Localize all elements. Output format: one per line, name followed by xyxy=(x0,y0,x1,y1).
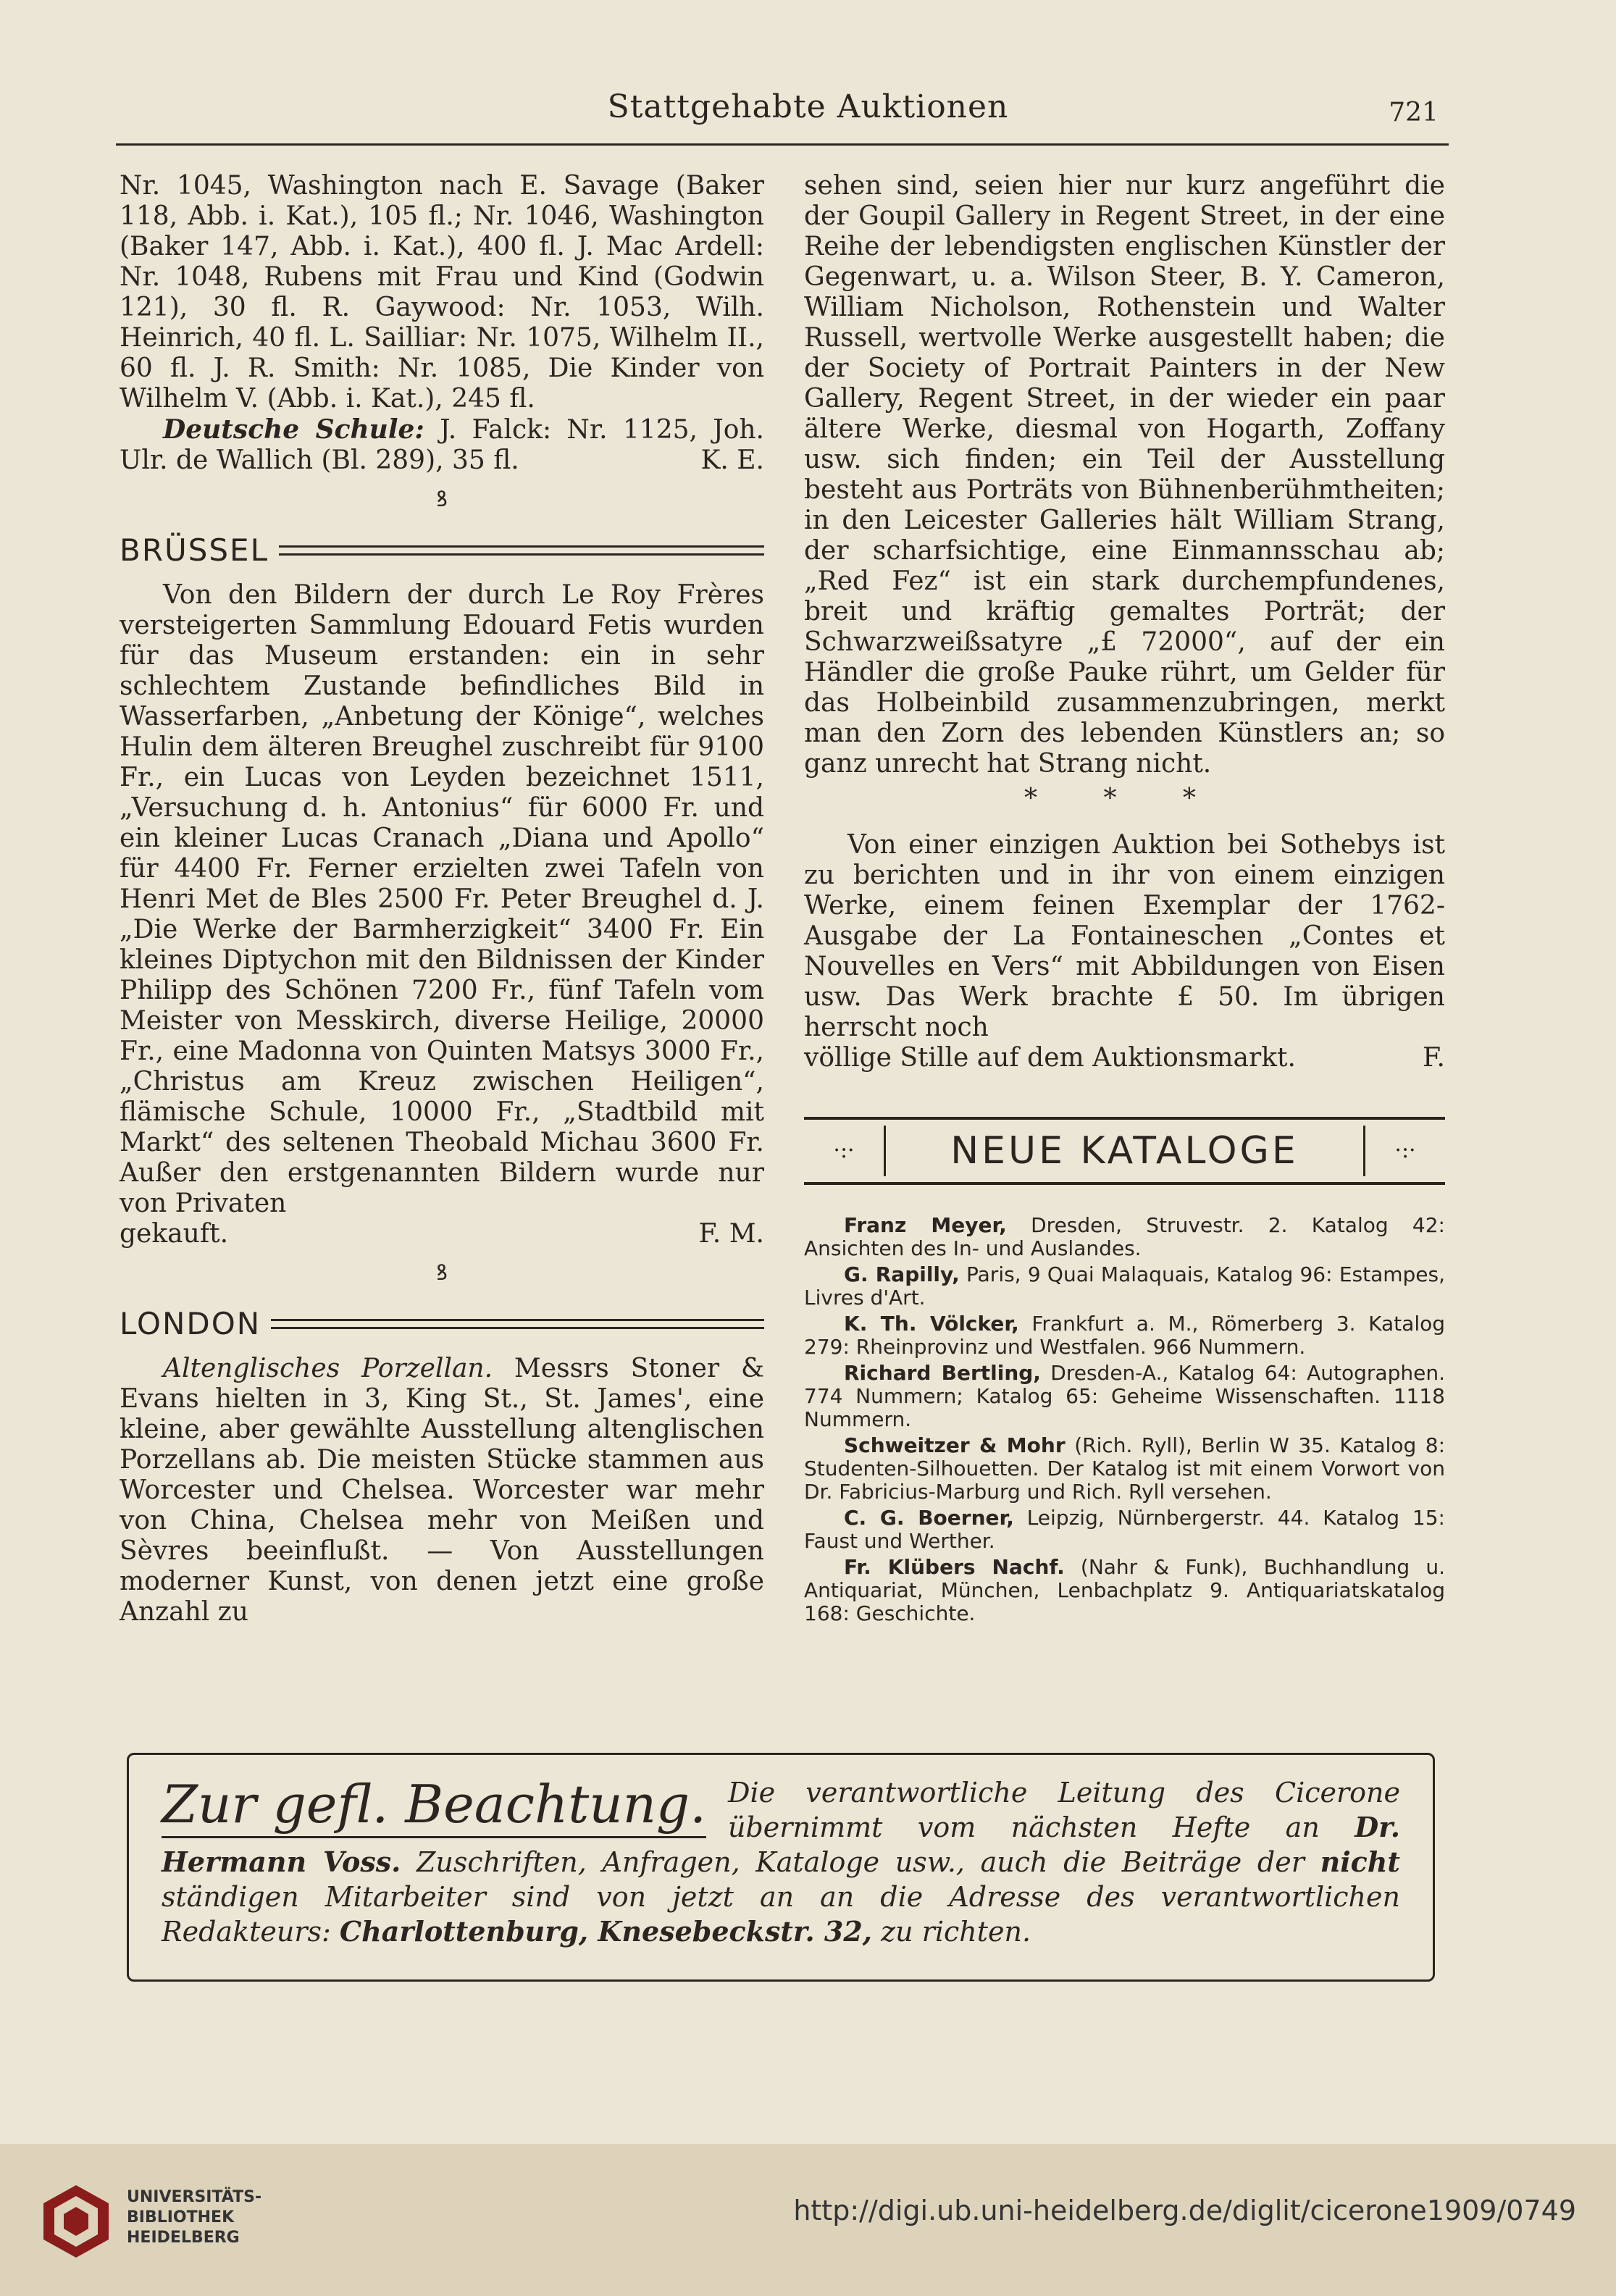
catalog-dealer: K. Th. Völcker, xyxy=(844,1312,1019,1336)
ornament-right-icon: ·:· xyxy=(1363,1126,1445,1176)
catalog-entry xyxy=(804,1214,1445,1260)
notice-text-4: zu richten. xyxy=(881,1916,1031,1948)
neue-kataloge-heading: NEUE KATALOGE xyxy=(950,1129,1299,1173)
catalog-text: (Rich. Ryll), Berlin W 35. Katalog 8: Studenten-Silhouetten. Der Katalog ist mit einem Vorwort von Dr. Fabricius-Marburg und Rich. Ryll versehen. xyxy=(804,1433,1445,1504)
notice-text-1: Die verantwortliche Leitung des Cicerone übernimmt vom nächsten Hefte an xyxy=(728,1777,1400,1843)
catalog-text: Dresden, Struvestr. 2. Katalog 42: Ansichten des In- und Auslandes. xyxy=(804,1213,1445,1260)
library-name-line: BIBLIOTHEK xyxy=(127,2208,235,2226)
catalog-entry xyxy=(804,1312,1445,1359)
catalog-text: Dresden-A., Katalog 64: Autographen. 774 Nummern; Katalog 65: Geheime Wissenschaften. 1118 Nummern. xyxy=(804,1361,1445,1431)
catalog-dealer: Schweitzer & Mohr xyxy=(844,1433,1066,1457)
library-name-line: HEIDELBERG xyxy=(127,2229,240,2247)
catalog-dealer: Franz Meyer, xyxy=(844,1213,1007,1237)
page-number: 721 xyxy=(1389,98,1439,127)
catalog-entry xyxy=(804,1263,1445,1310)
notice-heading: Zur gefl. Beachtung. xyxy=(162,1775,706,1838)
notice-content xyxy=(162,1775,1400,1949)
bruessel-closing xyxy=(120,1219,764,1249)
signature-f: F. xyxy=(1423,1043,1445,1073)
university-library-logo-icon xyxy=(36,2182,116,2261)
right-column xyxy=(804,171,1445,1628)
sothebys-closing xyxy=(804,1043,1445,1073)
catalog-dealer: Richard Bertling, xyxy=(844,1361,1041,1385)
running-header: Stattgehabte Auktionen xyxy=(607,88,1009,125)
heading-rule-2 xyxy=(271,1319,764,1329)
deutsche-schule-label: Deutsche Schule: xyxy=(163,414,424,445)
ornament-left-icon: ·:· xyxy=(804,1126,886,1176)
london-text: Messrs Stoner & Evans hielten in 3, King St., St. James', eine kleine, aber gewählte Ausstellung altenglischen Porzellans ab. Die meisten Stücke stammen aus Worcester und Chelsea. Worcester war mehr von China, Chelsea mehr von Meißen und Sèvres beeinflußt. — Von Ausstellungen moderner Kunst, von denen jetzt eine große Anzahl zu xyxy=(120,1354,764,1627)
london-label: Altenglisches Porzellan. xyxy=(163,1354,493,1383)
catalog-text: (Nahr & Funk), Buchhandlung u. Antiquariat, München, Lenbachplatz 9. Antiquariatskatalog 168: Geschichte. xyxy=(804,1555,1445,1625)
catalog-text: Leipzig, Nürnbergerstr. 44. Katalog 15: Faust und Werther. xyxy=(804,1506,1445,1553)
london-heading-label: LONDON xyxy=(120,1306,261,1341)
section-ornament-2: ꝸ xyxy=(436,1260,448,1286)
deutsche-schule-text: J. Falck: Nr. 1125, Joh. Ulr. de Wallich (Bl. 289), 35 fl. xyxy=(120,415,765,475)
catalog-entry xyxy=(804,1434,1445,1504)
bruessel-paragraph: Von den Bildern der durch Le Roy Frères versteigerten Sammlung Edouard Fetis wurden für das Museum erstanden: ein in sehr schlechtem Zustande befindliches Bild in Wasserfarben, „Anbetung der Könige“, welches Hulin dem älteren Breughel zuschreibt für 9100 Fr., ein Lucas von Leyden bezeichnet 1511, „Versuchung d. h. Antonius“ für 6000 Fr. und ein kleiner Lucas Cranach „Diana und Apollo“ für 4400 Fr. Ferner erzielten zwei Tafeln von Henri Met de Bles 2500 Fr. Peter Breughel d. J. „Die Werke der Barmherzigkeit“ 3400 Fr. Ein kleines Diptychon mit den Bildnissen der Kinder Philipp des Schönen 7200 Fr., fünf Tafeln vom Meister von Messkirch, diverse Heilige, 20000 Fr., eine Madonna von Quinten Matsys 3000 Fr., „Christus am Kreuz zwischen Heiligen“, flämische Schule, 10000 Fr., „Stadtbild mit Markt“ des seltenen Theobald Michau 3600 Fr. Außer den erstgenannten Bildern wurde nur von Privaten xyxy=(120,580,764,1218)
signature-fm: F. M. xyxy=(698,1219,764,1249)
london-paragraph xyxy=(120,1354,764,1627)
heading-rule xyxy=(279,545,764,556)
notice-editor-name: Dr. Hermann Voss. xyxy=(162,1811,1400,1878)
notice-box xyxy=(127,1753,1435,1982)
catalog-dealer: G. Rapilly, xyxy=(844,1262,960,1286)
notice-text-2: Zuschriften, Anfragen, Kataloge usw., auch die Beiträge der xyxy=(416,1846,1305,1878)
sothebys-paragraph: Von einer einzigen Auktion bei Sothebys ist zu berichten und in ihr von einem einzigen Werke, einem feinen Exemplar der 1762-Ausgabe der La Fontaineschen „Contes et Nouvelles en Vers“ mit Abbildungen von Eisen usw. Das Werk brachte £ 50. Im übrigen herrscht noch xyxy=(804,830,1445,1042)
sothebys-last-line: völlige Stille auf dem Auktionsmarkt. xyxy=(804,1043,1296,1073)
catalog-entry xyxy=(804,1362,1445,1431)
london-continued-paragraph: sehen sind, seien hier nur kurz angeführt die der Goupil Gallery in Regent Street, in der eine Reihe der lebendigsten englischen Künstler der Gegenwart, u. a. Wilson Steer, B. Y. Cameron, William Nicholson, Rothenstein und Walter Russell, wertvolle Werke ausgestellt haben; die der Society of Portrait Painters in der New Gallery, Regent Street, in der wieder ein paar ältere Werke, diesmal von Hogarth, Zoffany usw. sich finden; ein Teil der Ausstellung besteht aus Porträts von Bühnenberühmtheiten; in den Leicester Galleries hält William Strang, der scharfsichtige, eine Einmannsschau ab; „Red Fez“ ist ein stark durchempfundenes, breit und kräftig gemaltes Porträt; der Schwarzweißsatyre „£ 72000“, auf der ein Händler die große Pauke rührt, um Gelder für das Holbeinbild zusammenzubringen, merkt man den Zorn des lebenden Künstlers an; so ganz unrecht hat Strang nicht. xyxy=(804,171,1445,779)
intro-paragraph: Nr. 1045, Washington nach E. Savage (Baker 118, Abb. i. Kat.), 105 fl.; Nr. 1046, Washington (Baker 147, Abb. i. Kat.), 400 fl. J. Mac Ardell: Nr. 1048, Rubens mit Frau und Kind (Godwin 121), 30 fl. R. Gaywood: Nr. 1053, Wilh. Heinrich, 40 fl. L. Sailliar: Nr. 1075, Wilhelm II., 60 fl. J. R. Smith: Nr. 1085, Die Kinder von Wilhelm V. (Abb. i. Kat.), 245 fl. xyxy=(120,171,764,414)
london-heading xyxy=(120,1306,764,1341)
bruessel-heading xyxy=(120,532,764,568)
asterism: * * * xyxy=(1024,784,1225,813)
library-name-line: UNIVERSITÄTS- xyxy=(127,2188,262,2206)
section-ornament: ꝸ xyxy=(436,487,448,512)
catalog-dealer: C. G. Boerner, xyxy=(844,1506,1014,1530)
source-url-link[interactable]: http://digi.ub.uni-heidelberg.de/diglit/cicerone1909/0749 xyxy=(793,2195,1576,2226)
neue-kataloge-heading-box xyxy=(804,1117,1445,1185)
catalog-entry xyxy=(804,1556,1445,1625)
bruessel-heading-label: BRÜSSEL xyxy=(120,532,269,568)
deutsche-schule-paragraph xyxy=(120,414,764,476)
catalog-entry xyxy=(804,1507,1445,1553)
catalog-list xyxy=(804,1214,1445,1625)
notice-emphasis: nicht xyxy=(1320,1845,1400,1878)
catalog-text: Frankfurt a. M., Römerberg 3. Katalog 279: Rheinprovinz und Westfalen. 966 Nummern. xyxy=(804,1312,1446,1359)
notice-text-3: ständigen Mitarbeiter sind von jetzt an an die Adresse des verantwortlichen Redakteurs: xyxy=(162,1881,1400,1948)
left-column xyxy=(120,171,764,1627)
notice-address: Charlottenburg, Knesebeckstr. 32, xyxy=(339,1915,873,1948)
footer-bar xyxy=(0,2144,1616,2296)
library-name xyxy=(127,2187,261,2248)
catalog-text: Paris, 9 Quai Malaquais, Katalog 96: Estampes, Livres d'Art. xyxy=(804,1262,1445,1310)
signature-ke: K. E. xyxy=(700,445,764,475)
catalog-dealer: Fr. Klübers Nachf. xyxy=(844,1555,1065,1579)
header-rule xyxy=(116,143,1449,146)
bruessel-last-line: gekauft. xyxy=(120,1219,229,1249)
